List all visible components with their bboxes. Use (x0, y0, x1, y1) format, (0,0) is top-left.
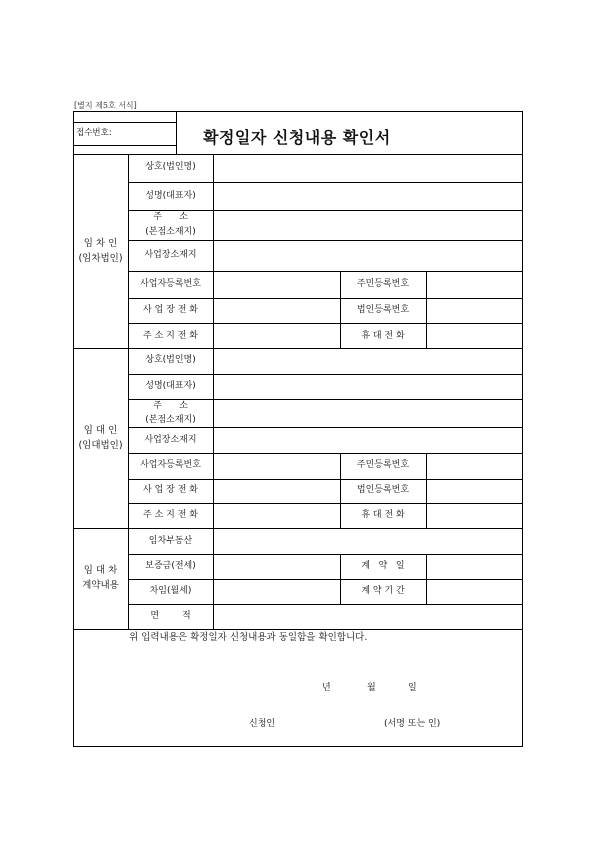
year-label: 년 (322, 683, 331, 693)
applicant-label: 신청인 (249, 719, 276, 729)
row-divider (128, 323, 523, 324)
row-divider (128, 453, 523, 454)
lessor-resident-reg-label: 주민등록번호 (356, 460, 410, 470)
lessor-address-sublabel: (본점소재지) (145, 415, 196, 425)
column-divider (426, 554, 427, 604)
column-divider (176, 111, 177, 154)
deposit-label: 보증금(전세) (145, 561, 196, 571)
month-label: 월 (367, 683, 376, 693)
signature-note: (서명 또는 인) (384, 719, 441, 729)
contract-period-label: 계 약 기 간 (361, 586, 405, 596)
lessor-corp-reg-label: 법인등록번호 (356, 485, 410, 495)
divider (73, 629, 523, 630)
column-divider (213, 154, 214, 629)
lessee-resident-reg-label: 주민등록번호 (356, 279, 410, 289)
row-divider (128, 554, 523, 555)
column-divider (426, 271, 427, 348)
lessee-mobile-phone-label: 휴 대 전 화 (361, 331, 405, 341)
receipt-number-label: 접수번호: (76, 128, 112, 138)
row-divider (128, 503, 523, 504)
lessee-business-phone-label: 사 업 장 전 화 (143, 305, 198, 315)
form-number-label: [별지 제5호 서식] (74, 101, 137, 110)
confirmation-form (73, 111, 523, 747)
lessor-company-name-label: 상호(법인명) (145, 355, 196, 365)
receipt-bottom-line (74, 145, 176, 146)
row-divider (128, 210, 523, 211)
lessor-address-label: 주 소 (153, 401, 188, 411)
lessee-business-reg-label: 사업자등록번호 (140, 279, 201, 289)
row-divider (128, 374, 523, 375)
row-divider (128, 182, 523, 183)
lessee-corp-reg-label: 법인등록번호 (356, 305, 410, 315)
column-divider (128, 154, 129, 629)
lessor-mobile-phone-label: 휴 대 전 화 (361, 510, 405, 520)
row-divider (128, 579, 523, 580)
contract-section-title: 임 대 차 계약내용 (82, 565, 119, 592)
lessee-company-name-label: 상호(법인명) (145, 162, 196, 172)
confirmation-statement: 위 입력내용은 확정일자 신청내용과 동일함을 확인합니다. (129, 632, 368, 643)
lessee-business-address-label: 사업장소재지 (144, 250, 197, 260)
row-divider (128, 240, 523, 241)
row-divider (128, 427, 523, 428)
receipt-underline (74, 122, 176, 123)
contract-date-label: 계 약 일 (361, 561, 405, 571)
lessee-address-label: 주 소 (153, 212, 188, 222)
leased-property-label: 임차부동산 (148, 536, 193, 546)
lessee-section-title: 임 차 인 (임차법인) (78, 238, 123, 265)
column-divider (426, 453, 427, 528)
area-label: 면 적 (150, 611, 191, 621)
lessee-representative-label: 성명(대표자) (145, 191, 196, 201)
lessor-representative-label: 성명(대표자) (145, 381, 196, 391)
row-divider (128, 298, 523, 299)
lessor-section-title: 임 대 인 (임대법인) (78, 425, 123, 452)
lessor-business-reg-label: 사업자등록번호 (140, 460, 201, 470)
lessor-business-phone-label: 사 업 장 전 화 (143, 485, 198, 495)
divider (73, 154, 523, 155)
lessor-business-address-label: 사업장소재지 (144, 435, 197, 445)
divider (73, 528, 523, 529)
form-title: 확정일자 신청내용 확인서 (203, 128, 391, 147)
row-divider (128, 479, 523, 480)
row-divider (128, 604, 523, 605)
divider (73, 348, 523, 349)
rent-label: 차임(월세) (149, 586, 192, 596)
row-divider (128, 271, 523, 272)
lessee-address-sublabel: (본점소재지) (145, 227, 196, 237)
row-divider (128, 399, 523, 400)
lessor-address-phone-label: 주 소 지 전 화 (143, 510, 198, 520)
lessee-address-phone-label: 주 소 지 전 화 (143, 331, 198, 341)
day-label: 일 (408, 683, 417, 693)
